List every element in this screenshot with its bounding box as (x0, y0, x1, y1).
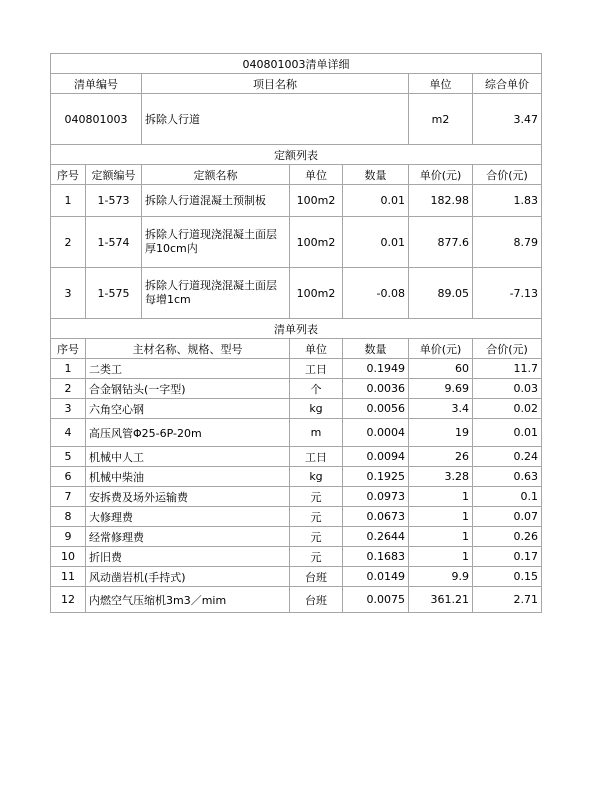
list-qty: 0.1949 (343, 359, 409, 379)
list-price: 1 (409, 487, 473, 507)
list-row (51, 487, 542, 507)
quota-no: 1 (51, 185, 86, 217)
list-qty: 0.0973 (343, 487, 409, 507)
list-header-price: 单价(元) (409, 339, 473, 359)
list-name: 六角空心钢 (86, 399, 290, 419)
quota-name: 拆除人行道现浇混凝土面层厚10cm内 (142, 217, 290, 268)
list-qty: 0.0004 (343, 419, 409, 447)
list-name: 安拆费及场外运输费 (86, 487, 290, 507)
quota-total: 1.83 (473, 185, 542, 217)
main-price: 3.47 (473, 94, 542, 145)
list-no: 3 (51, 399, 86, 419)
quota-total: 8.79 (473, 217, 542, 268)
list-price: 26 (409, 447, 473, 467)
list-unit: 元 (290, 527, 343, 547)
list-row (51, 447, 542, 467)
quota-header-name: 定额名称 (142, 165, 290, 185)
list-name: 风动凿岩机(手持式) (86, 567, 290, 587)
list-qty: 0.0149 (343, 567, 409, 587)
list-qty: 0.0036 (343, 379, 409, 399)
header-name: 项目名称 (142, 74, 409, 94)
detail-table (50, 53, 542, 613)
quota-header-no: 序号 (51, 165, 86, 185)
list-unit: kg (290, 467, 343, 487)
list-total: 0.24 (473, 447, 542, 467)
list-qty: 0.0673 (343, 507, 409, 527)
list-price: 19 (409, 419, 473, 447)
list-no: 5 (51, 447, 86, 467)
list-unit: 元 (290, 507, 343, 527)
list-header-total: 合价(元) (473, 339, 542, 359)
header-unit: 单位 (409, 74, 473, 94)
list-header-unit: 单位 (290, 339, 343, 359)
quota-qty: -0.08 (343, 268, 409, 319)
main-name: 拆除人行道 (142, 94, 409, 145)
list-unit: 个 (290, 379, 343, 399)
quota-no: 3 (51, 268, 86, 319)
main-unit: m2 (409, 94, 473, 145)
list-no: 9 (51, 527, 86, 547)
list-header-qty: 数量 (343, 339, 409, 359)
list-total: 0.63 (473, 467, 542, 487)
list-no: 12 (51, 587, 86, 613)
quota-unit: 100m2 (290, 217, 343, 268)
header-code: 清单编号 (51, 74, 142, 94)
list-no: 11 (51, 567, 86, 587)
quota-code: 1-574 (86, 217, 142, 268)
list-no: 6 (51, 467, 86, 487)
list-unit: 台班 (290, 567, 343, 587)
list-no: 4 (51, 419, 86, 447)
list-qty: 0.1683 (343, 547, 409, 567)
list-row (51, 399, 542, 419)
list-name: 经常修理费 (86, 527, 290, 547)
list-price: 9.69 (409, 379, 473, 399)
list-price: 1 (409, 507, 473, 527)
list-no: 1 (51, 359, 86, 379)
list-name: 机械中人工 (86, 447, 290, 467)
list-name: 高压风管Φ25-6P-20m (86, 419, 290, 447)
quota-name: 拆除人行道现浇混凝土面层每增1cm (142, 268, 290, 319)
list-no: 2 (51, 379, 86, 399)
quota-unit: 100m2 (290, 268, 343, 319)
quota-code: 1-573 (86, 185, 142, 217)
quota-row (51, 268, 542, 319)
list-qty: 0.0056 (343, 399, 409, 419)
title-row (51, 54, 542, 74)
list-row (51, 419, 542, 447)
quota-name: 拆除人行道混凝土预制板 (142, 185, 290, 217)
header-price: 综合单价 (473, 74, 542, 94)
quota-qty: 0.01 (343, 217, 409, 268)
list-total: 2.71 (473, 587, 542, 613)
list-unit: 工日 (290, 359, 343, 379)
list-name: 机械中柴油 (86, 467, 290, 487)
list-no: 8 (51, 507, 86, 527)
list-row (51, 379, 542, 399)
list-price: 3.28 (409, 467, 473, 487)
quota-header-price: 单价(元) (409, 165, 473, 185)
quota-price: 877.6 (409, 217, 473, 268)
table-title: 040801003清单详细 (51, 54, 542, 74)
list-row (51, 587, 542, 613)
list-name: 折旧费 (86, 547, 290, 567)
list-row (51, 467, 542, 487)
list-no: 10 (51, 547, 86, 567)
quota-no: 2 (51, 217, 86, 268)
list-total: 0.1 (473, 487, 542, 507)
list-row (51, 547, 542, 567)
list-total: 0.02 (473, 399, 542, 419)
main-header-row (51, 74, 542, 94)
quota-code: 1-575 (86, 268, 142, 319)
list-name: 二类工 (86, 359, 290, 379)
list-price: 1 (409, 547, 473, 567)
quota-header-qty: 数量 (343, 165, 409, 185)
list-header-no: 序号 (51, 339, 86, 359)
list-name: 内燃空气压缩机3m3／mim (86, 587, 290, 613)
list-total: 0.03 (473, 379, 542, 399)
list-total: 0.26 (473, 527, 542, 547)
list-price: 3.4 (409, 399, 473, 419)
list-row (51, 567, 542, 587)
quota-section-title: 定额列表 (51, 145, 542, 165)
list-total: 0.07 (473, 507, 542, 527)
list-qty: 0.2644 (343, 527, 409, 547)
list-unit: 元 (290, 487, 343, 507)
list-unit: 台班 (290, 587, 343, 613)
list-unit: m (290, 419, 343, 447)
list-section-row (51, 319, 542, 339)
list-price: 9.9 (409, 567, 473, 587)
list-no: 7 (51, 487, 86, 507)
main-code: 040801003 (51, 94, 142, 145)
list-section-title: 清单列表 (51, 319, 542, 339)
list-header-name: 主材名称、规格、型号 (86, 339, 290, 359)
quota-total: -7.13 (473, 268, 542, 319)
list-qty: 0.0075 (343, 587, 409, 613)
list-row (51, 507, 542, 527)
list-qty: 0.1925 (343, 467, 409, 487)
list-row (51, 359, 542, 379)
list-name: 大修理费 (86, 507, 290, 527)
list-unit: kg (290, 399, 343, 419)
list-price: 60 (409, 359, 473, 379)
list-price: 361.21 (409, 587, 473, 613)
list-total: 0.17 (473, 547, 542, 567)
quota-price: 182.98 (409, 185, 473, 217)
list-qty: 0.0094 (343, 447, 409, 467)
quota-header-code: 定额编号 (86, 165, 142, 185)
list-total: 11.7 (473, 359, 542, 379)
quota-section-row (51, 145, 542, 165)
quota-header-total: 合价(元) (473, 165, 542, 185)
list-unit: 工日 (290, 447, 343, 467)
list-unit: 元 (290, 547, 343, 567)
quota-header-row (51, 165, 542, 185)
list-price: 1 (409, 527, 473, 547)
quota-row (51, 217, 542, 268)
list-name: 合金钢钻头(一字型) (86, 379, 290, 399)
quota-row (51, 185, 542, 217)
main-row (51, 94, 542, 145)
list-total: 0.01 (473, 419, 542, 447)
quota-header-unit: 单位 (290, 165, 343, 185)
quota-qty: 0.01 (343, 185, 409, 217)
list-header-row (51, 339, 542, 359)
list-row (51, 527, 542, 547)
quota-unit: 100m2 (290, 185, 343, 217)
quota-price: 89.05 (409, 268, 473, 319)
list-total: 0.15 (473, 567, 542, 587)
